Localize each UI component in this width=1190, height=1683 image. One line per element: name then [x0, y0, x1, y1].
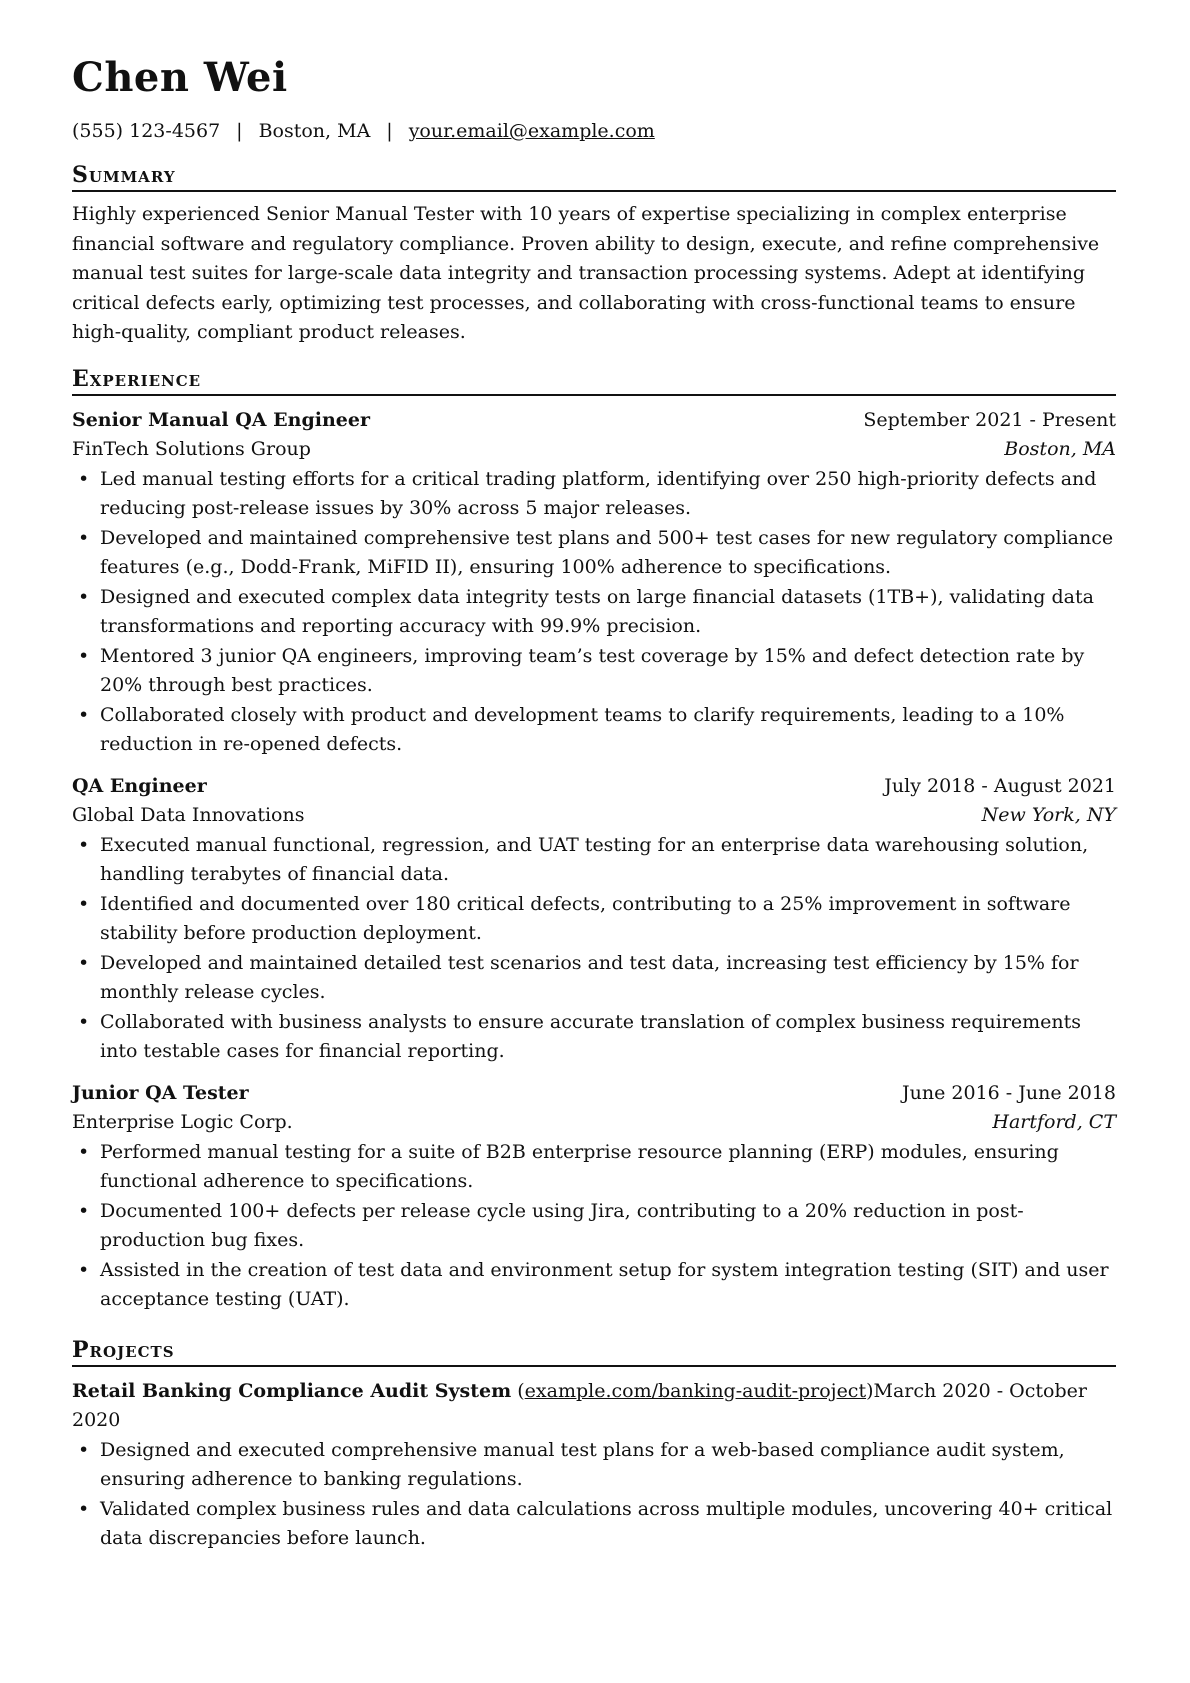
bullet-text: Assisted in the creation of test data and environment setup for system integration testing (SIT) and user acceptance testing (UAT). — [100, 1258, 1109, 1310]
bullet-item — [72, 583, 1116, 642]
bullet-icon: • — [78, 644, 90, 667]
contact-separator: | — [236, 120, 243, 142]
projects-heading: Projects — [72, 1337, 1116, 1367]
job-company: Global Data Innovations — [72, 804, 305, 826]
job-bullets — [72, 465, 1116, 760]
job-location: Hartford, CT — [992, 1111, 1116, 1133]
job-subheader — [72, 1108, 1116, 1138]
experience-heading: Experience — [72, 366, 1116, 396]
job-dates: June 2016 - June 2018 — [902, 1081, 1116, 1104]
bullet-text: Developed and maintained detailed test scenarios and test data, increasing test efficiency by 15% for monthly release cycles. — [100, 951, 1079, 1003]
job-header — [72, 406, 1116, 436]
bullet-text: Performed manual testing for a suite of B2B enterprise resource planning (ERP) modules, ensuring functional adherence to specifications. — [100, 1140, 1059, 1192]
job-entry — [72, 406, 1116, 760]
summary-heading: Summary — [72, 162, 1116, 192]
bullet-text: Mentored 3 junior QA engineers, improving team’s test coverage by 15% and defect detection rate by 20% through best practices. — [100, 644, 1085, 696]
bullet-item — [72, 1008, 1116, 1067]
bullet-icon: • — [78, 1497, 90, 1520]
bullet-item — [72, 701, 1116, 760]
phone-number: (555) 123-4567 — [72, 120, 221, 142]
bullet-text: Designed and executed complex data integrity tests on large financial datasets (1TB+), validating data transformations and reporting accuracy with 99.9% precision. — [100, 585, 1094, 637]
bullet-text: Led manual testing efforts for a critical trading platform, identifying over 250 high-priority defects and reducing post-release issues by 30% across 5 major releases. — [100, 467, 1097, 519]
candidate-name: Chen Wei — [72, 54, 288, 101]
location: Boston, MA — [258, 120, 371, 142]
bullet-text: Collaborated closely with product and development teams to clarify requirements, leading to a 10% reduction in re-opened defects. — [100, 703, 1065, 755]
bullet-item — [72, 1197, 1116, 1256]
bullet-item — [72, 642, 1116, 701]
bullet-icon: • — [78, 526, 90, 549]
bullet-text: Executed manual functional, regression, and UAT testing for an enterprise data warehousing solution, handling terabytes of financial data. — [100, 833, 1089, 885]
resume-content — [72, 52, 1116, 1554]
bullet-icon: • — [78, 585, 90, 608]
contact-separator: | — [386, 120, 393, 142]
job-bullets — [72, 1138, 1116, 1315]
summary-text: Highly experienced Senior Manual Tester with 10 years of expertise specializing in complex enterprise financial software and regulatory compliance. Proven ability to design, execute, and refine comprehensive manual test suites for large-scale data integrity and transaction processing systems. Adept at identifying critical defects early, optimizing test processes, and collaborating with cross-functional teams to ensure high-quality, compliant product releases. — [72, 203, 1100, 343]
bullet-text: Designed and executed comprehensive manual test plans for a web-based compliance audit system, ensuring adherence to banking regulations. — [100, 1438, 1065, 1490]
project-entry — [72, 1377, 1116, 1554]
bullet-text: Developed and maintained comprehensive test plans and 500+ test cases for new regulatory compliance features (e.g., Dodd-Frank, MiFID II), ensuring 100% adherence to specifications. — [100, 526, 1114, 578]
bullet-icon: • — [78, 892, 90, 915]
job-dates: September 2021 - Present — [863, 408, 1116, 431]
bullet-text: Documented 100+ defects per release cycle using Jira, contributing to a 20% reduction in post-production bug fixes. — [100, 1199, 1024, 1251]
project-link[interactable]: example.com/banking-audit-project — [524, 1379, 867, 1402]
bullet-item — [72, 1495, 1116, 1554]
bullet-icon: • — [78, 467, 90, 490]
bullet-text: Collaborated with business analysts to ensure accurate translation of complex business requirements into testable cases for financial reporting. — [100, 1010, 1082, 1062]
job-header — [72, 772, 1116, 802]
job-role: QA Engineer — [72, 774, 207, 797]
bullet-item — [72, 1256, 1116, 1315]
job-company: Enterprise Logic Corp. — [72, 1111, 293, 1133]
project-dates: March 2020 - October 2020 — [72, 1379, 1087, 1431]
job-entry — [72, 772, 1116, 1067]
bullet-text: Validated complex business rules and data calculations across multiple modules, uncovering 40+ critical data discrepancies before launch. — [100, 1497, 1113, 1549]
job-header — [72, 1079, 1116, 1109]
bullet-item — [72, 524, 1116, 583]
bullet-item — [72, 949, 1116, 1008]
project-name: Retail Banking Compliance Audit System — [72, 1379, 512, 1402]
job-location: Boston, MA — [1004, 438, 1116, 460]
contact-line — [72, 118, 1116, 144]
bullet-item — [72, 1436, 1116, 1495]
job-role: Junior QA Tester — [72, 1081, 249, 1104]
job-company: FinTech Solutions Group — [72, 438, 311, 460]
bullet-item — [72, 890, 1116, 949]
job-subheader — [72, 801, 1116, 831]
project-bullets — [72, 1436, 1116, 1554]
job-location: New York, NY — [981, 804, 1116, 826]
job-dates: July 2018 - August 2021 — [884, 774, 1116, 797]
job-role: Senior Manual QA Engineer — [72, 408, 370, 431]
project-header: Retail Banking Compliance Audit System (example.com/banking-audit-project)March 2020 - October 2020 — [72, 1379, 1087, 1431]
email-link[interactable]: your.email@example.com — [408, 120, 655, 142]
bullet-icon: • — [78, 1010, 90, 1033]
job-entry — [72, 1079, 1116, 1315]
bullet-text: Identified and documented over 180 critical defects, contributing to a 25% improvement in software stability before production deployment. — [100, 892, 1071, 944]
bullet-icon: • — [78, 1140, 90, 1163]
bullet-item — [72, 1138, 1116, 1197]
bullet-item — [72, 831, 1116, 890]
bullet-icon: • — [78, 1199, 90, 1222]
bullet-icon: • — [78, 1438, 90, 1461]
job-bullets — [72, 831, 1116, 1067]
bullet-icon: • — [78, 833, 90, 856]
bullet-icon: • — [78, 703, 90, 726]
job-subheader — [72, 435, 1116, 465]
bullet-item — [72, 465, 1116, 524]
bullet-icon: • — [78, 951, 90, 974]
bullet-icon: • — [78, 1258, 90, 1281]
